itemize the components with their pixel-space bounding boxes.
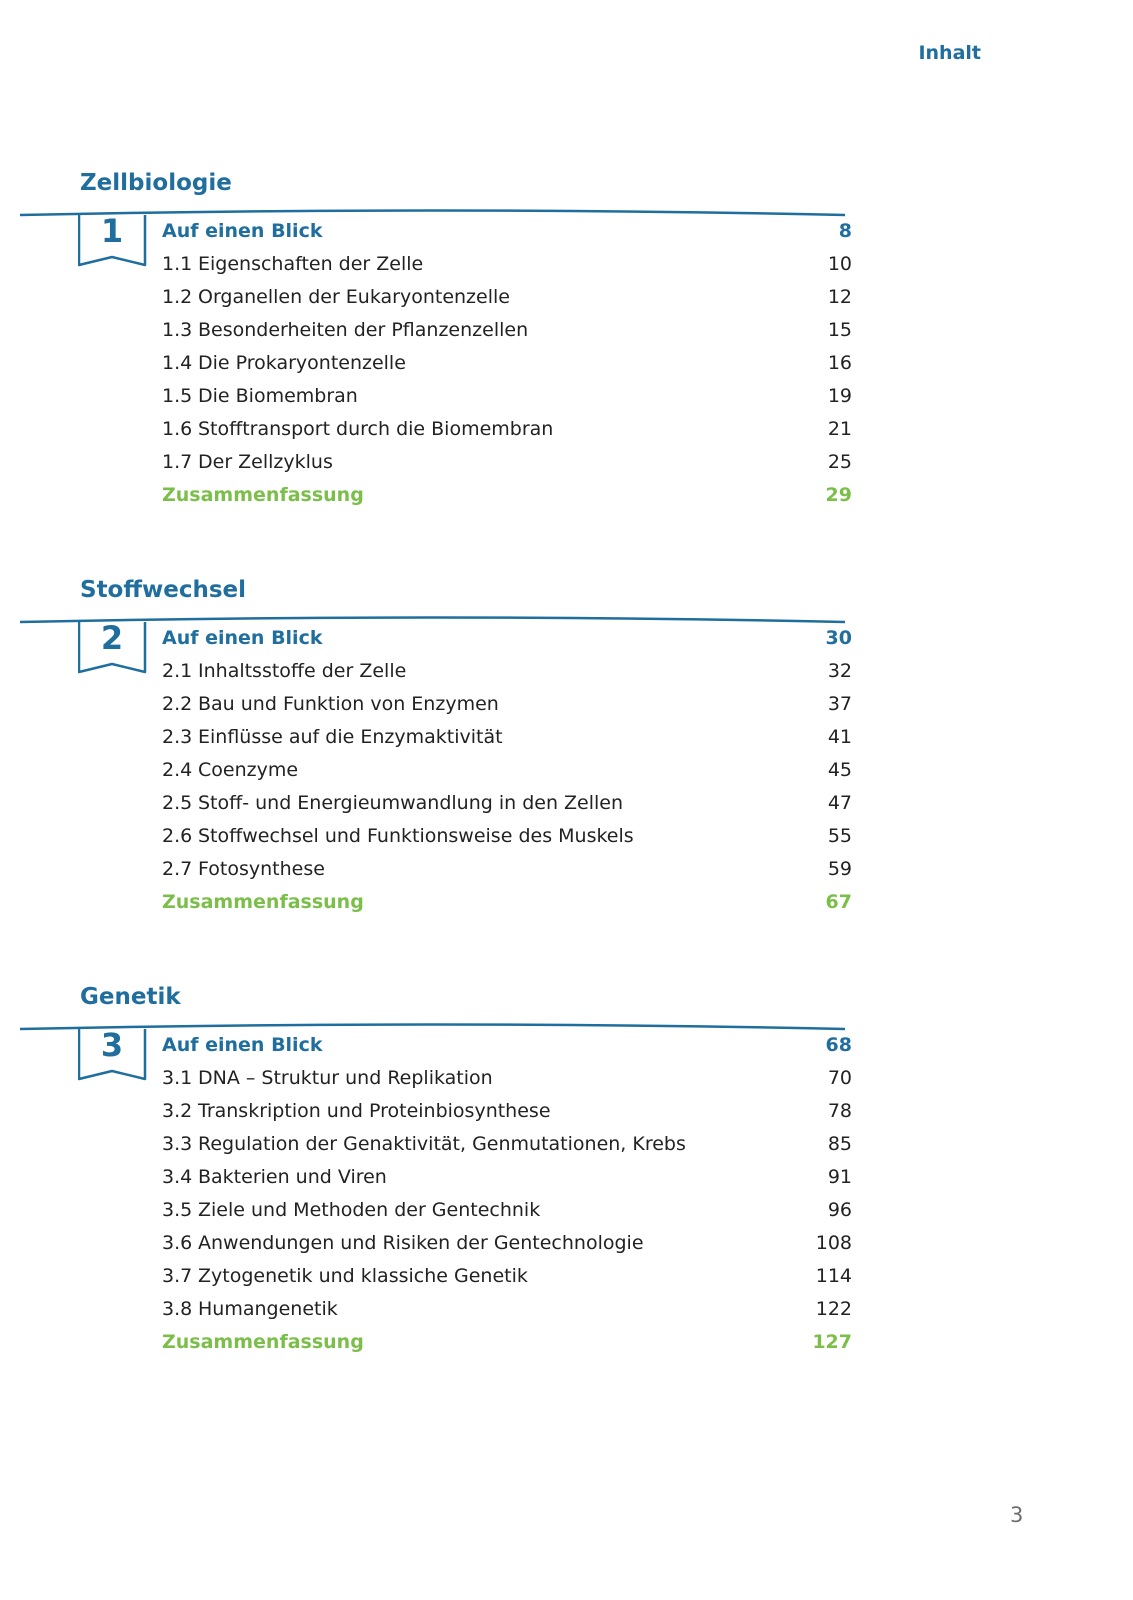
overview-entry[interactable] xyxy=(162,215,852,248)
entry-title: Zytogenetik und klassiche Genetik xyxy=(198,1265,528,1287)
entry-title: Stoff- und Energieumwandlung in den Zellen xyxy=(198,792,624,814)
entry-title: Einflüsse auf die Enzymaktivität xyxy=(198,726,503,748)
section-number: 3.1 xyxy=(162,1067,193,1089)
entry-page: 45 xyxy=(827,759,852,781)
toc-entry[interactable] xyxy=(162,853,852,886)
section-number: 3.2 xyxy=(162,1100,193,1122)
entry-page: 114 xyxy=(815,1265,852,1287)
entry-page: 122 xyxy=(815,1298,852,1320)
entry-title: Auf einen Blick xyxy=(162,220,323,242)
toc-entry[interactable] xyxy=(162,787,852,820)
entry-page: 15 xyxy=(827,319,852,341)
entry-page: 67 xyxy=(825,891,852,913)
entry-page: 16 xyxy=(827,352,852,374)
overview-entry[interactable] xyxy=(162,622,852,655)
section-number: 2.2 xyxy=(162,693,193,715)
section-number: 3.5 xyxy=(162,1199,193,1221)
chapter-title: Zellbiologie xyxy=(80,170,232,196)
chapter-block xyxy=(0,577,1133,937)
toc-entry[interactable] xyxy=(162,1293,852,1326)
entry-page: 30 xyxy=(825,627,852,649)
entry-page: 55 xyxy=(827,825,852,847)
chapter-number: 2 xyxy=(100,619,124,657)
section-number: 3.7 xyxy=(162,1265,193,1287)
section-number: 1.2 xyxy=(162,286,193,308)
entry-page: 12 xyxy=(827,286,852,308)
section-number: 1.1 xyxy=(162,253,193,275)
chapter-entries xyxy=(162,622,852,919)
page-number: 3 xyxy=(1010,1503,1024,1527)
toc-entry[interactable] xyxy=(162,688,852,721)
chapter-title: Genetik xyxy=(80,984,181,1010)
section-number: 2.1 xyxy=(162,660,193,682)
toc-entry[interactable] xyxy=(162,380,852,413)
toc-entry[interactable] xyxy=(162,248,852,281)
section-number: 1.5 xyxy=(162,385,193,407)
entry-page: 85 xyxy=(827,1133,852,1155)
entry-title: Zusammenfassung xyxy=(162,484,364,506)
entry-page: 37 xyxy=(827,693,852,715)
section-number: 3.4 xyxy=(162,1166,193,1188)
section-number: 2.5 xyxy=(162,792,193,814)
overview-entry[interactable] xyxy=(162,1029,852,1062)
section-number: 3.6 xyxy=(162,1232,193,1254)
chapter-entries xyxy=(162,215,852,512)
entry-title: Zusammenfassung xyxy=(162,891,364,913)
entry-title: Bakterien und Viren xyxy=(198,1166,387,1188)
toc-entry[interactable] xyxy=(162,314,852,347)
entry-page: 19 xyxy=(827,385,852,407)
entry-title: Ziele und Methoden der Gentechnik xyxy=(198,1199,541,1221)
toc-entry[interactable] xyxy=(162,1161,852,1194)
summary-entry[interactable] xyxy=(162,886,852,919)
entry-title: Anwendungen und Risiken der Gentechnologie xyxy=(198,1232,644,1254)
toc-entry[interactable] xyxy=(162,281,852,314)
entry-title: Regulation der Genaktivität, Genmutationen, Krebs xyxy=(198,1133,686,1155)
toc-entry[interactable] xyxy=(162,1194,852,1227)
toc-entry[interactable] xyxy=(162,1260,852,1293)
entry-title: Humangenetik xyxy=(198,1298,338,1320)
chapter-block xyxy=(0,984,1133,1353)
chapter-entries xyxy=(162,1029,852,1359)
entry-page: 21 xyxy=(827,418,852,440)
section-number: 2.3 xyxy=(162,726,193,748)
toc-entry[interactable] xyxy=(162,1227,852,1260)
entry-page: 68 xyxy=(825,1034,852,1056)
entry-title: DNA – Struktur und Replikation xyxy=(198,1067,493,1089)
entry-title: Die Biomembran xyxy=(198,385,358,407)
summary-entry[interactable] xyxy=(162,479,852,512)
toc-entry[interactable] xyxy=(162,1095,852,1128)
chapter-block xyxy=(0,170,1133,530)
entry-title: Eigenschaften der Zelle xyxy=(198,253,424,275)
entry-title: Bau und Funktion von Enzymen xyxy=(198,693,499,715)
chapter-number: 1 xyxy=(100,212,124,250)
entry-title: Organellen der Eukaryontenzelle xyxy=(198,286,510,308)
entry-page: 29 xyxy=(825,484,852,506)
toc-entry[interactable] xyxy=(162,1128,852,1161)
entry-page: 96 xyxy=(827,1199,852,1221)
section-number: 3.8 xyxy=(162,1298,193,1320)
toc-entry[interactable] xyxy=(162,721,852,754)
section-number: 2.7 xyxy=(162,858,193,880)
entry-title: Fotosynthese xyxy=(198,858,325,880)
entry-page: 8 xyxy=(838,220,852,242)
section-number: 1.7 xyxy=(162,451,193,473)
entry-page: 25 xyxy=(827,451,852,473)
entry-title: Stofftransport durch die Biomembran xyxy=(198,418,554,440)
section-number: 3.3 xyxy=(162,1133,193,1155)
entry-title: Coenzyme xyxy=(198,759,299,781)
entry-title: Zusammenfassung xyxy=(162,1331,364,1353)
entry-page: 108 xyxy=(815,1232,852,1254)
entry-page: 78 xyxy=(827,1100,852,1122)
toc-entry[interactable] xyxy=(162,413,852,446)
entry-title: Inhaltsstoffe der Zelle xyxy=(198,660,407,682)
entry-page: 10 xyxy=(827,253,852,275)
chapter-title: Stoffwechsel xyxy=(80,577,247,603)
toc-entry[interactable] xyxy=(162,754,852,787)
entry-page: 91 xyxy=(827,1166,852,1188)
header-label: Inhalt xyxy=(918,42,981,64)
entry-title: Stoffwechsel und Funktionsweise des Muskels xyxy=(198,825,634,847)
chapter-number: 3 xyxy=(100,1026,124,1064)
entry-page: 59 xyxy=(827,858,852,880)
section-number: 1.4 xyxy=(162,352,193,374)
toc-entry[interactable] xyxy=(162,1062,852,1095)
summary-entry[interactable] xyxy=(162,1326,852,1359)
entry-title: Auf einen Blick xyxy=(162,627,323,649)
entry-page: 70 xyxy=(827,1067,852,1089)
entry-title: Die Prokaryontenzelle xyxy=(198,352,406,374)
entry-page: 32 xyxy=(827,660,852,682)
section-number: 1.3 xyxy=(162,319,193,341)
entry-title: Der Zellzyklus xyxy=(198,451,333,473)
section-number: 2.6 xyxy=(162,825,193,847)
toc-entry[interactable] xyxy=(162,347,852,380)
entry-title: Auf einen Blick xyxy=(162,1034,323,1056)
toc-entry[interactable] xyxy=(162,655,852,688)
toc-entry[interactable] xyxy=(162,820,852,853)
entry-title: Transkription und Proteinbiosynthese xyxy=(198,1100,551,1122)
entry-page: 47 xyxy=(827,792,852,814)
toc-entry[interactable] xyxy=(162,446,852,479)
section-number: 2.4 xyxy=(162,759,193,781)
entry-title: Besonderheiten der Pflanzenzellen xyxy=(198,319,529,341)
entry-page: 41 xyxy=(827,726,852,748)
section-number: 1.6 xyxy=(162,418,193,440)
entry-page: 127 xyxy=(812,1331,852,1353)
